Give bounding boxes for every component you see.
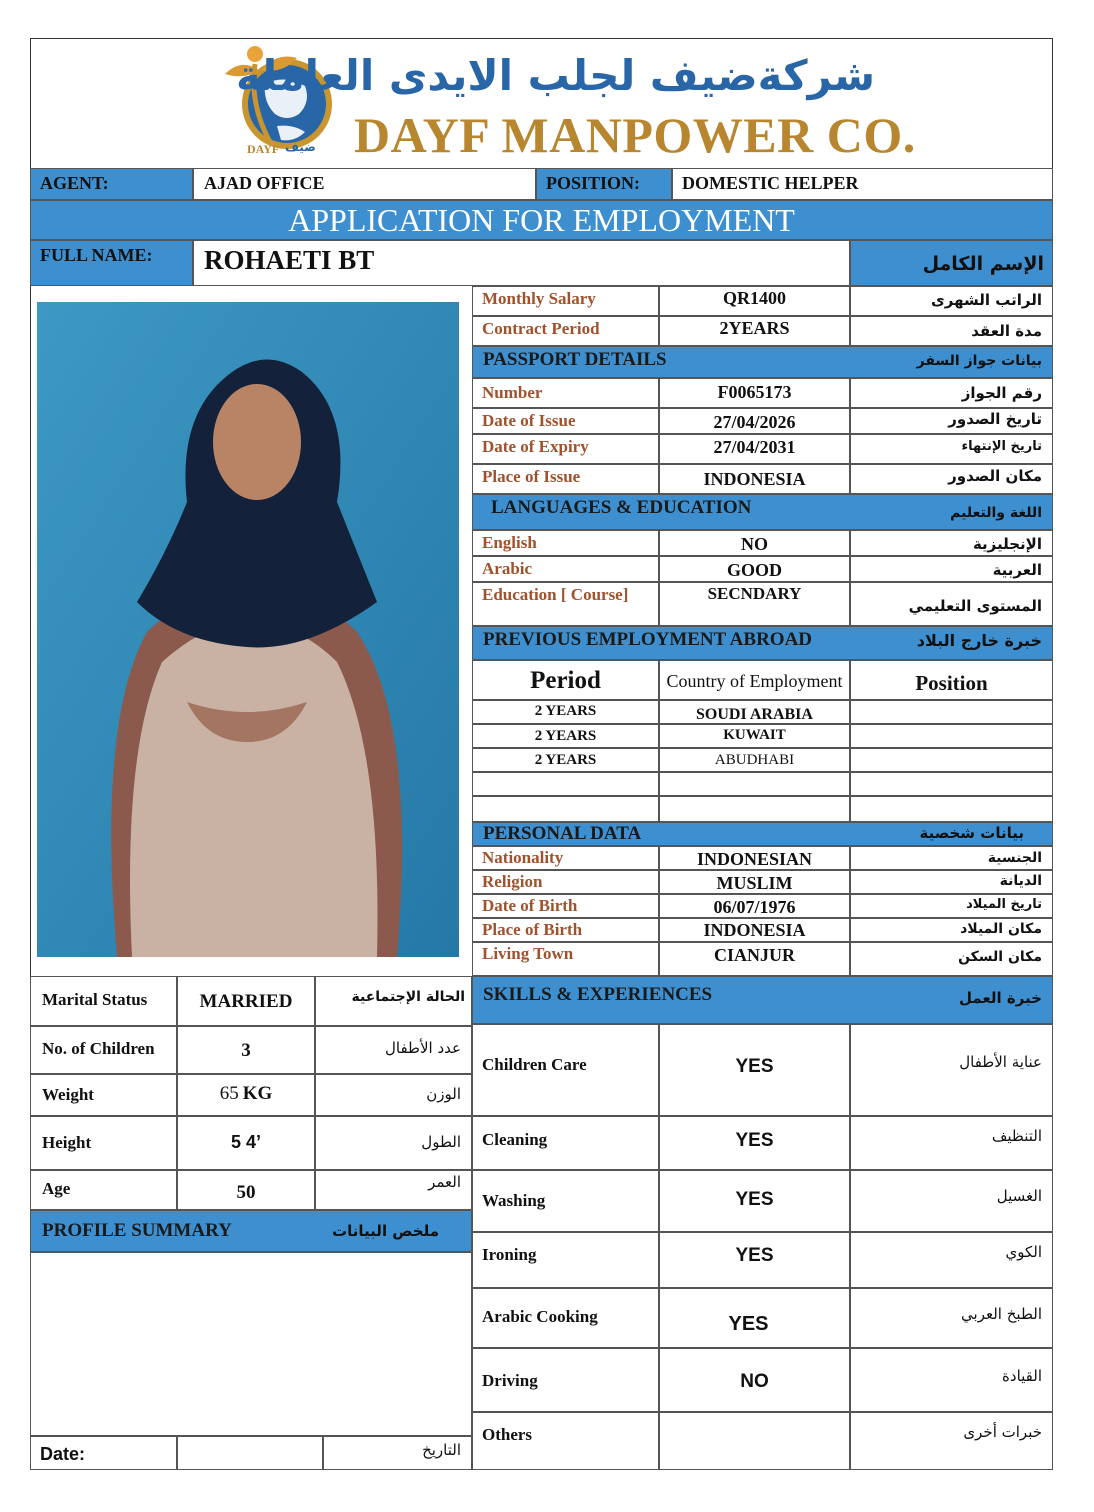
- skill-value-cell[interactable]: [659, 1412, 850, 1470]
- issue-date-ar: تاريخ الصدور: [948, 410, 1042, 428]
- issue-date-label-cell: [472, 408, 659, 434]
- profile-title: PROFILE SUMMARY: [42, 1220, 232, 1241]
- dob-ar: تاريخ الميلاد: [966, 897, 1042, 912]
- fullname-value: ROHAETI BT: [204, 245, 375, 275]
- position-header-cell: [850, 660, 1053, 700]
- date-label: Date:: [40, 1444, 86, 1464]
- position-value: DOMESTIC HELPER: [682, 173, 859, 193]
- religion-label-cell: [472, 870, 659, 894]
- fullname-label-cell: [30, 240, 193, 286]
- skill-others-label: Others: [482, 1425, 533, 1444]
- skill-children-care-ar: عناية الأطفال: [959, 1053, 1042, 1071]
- marital-label-cell: [30, 976, 177, 1026]
- table-row: [850, 748, 1053, 772]
- weight-label-cell: [30, 1074, 177, 1116]
- table-row-empty: [659, 772, 850, 796]
- country-header: Country of Employment: [666, 671, 843, 691]
- dob-label-cell: [472, 894, 659, 918]
- expiry-date-value-cell: [659, 434, 850, 464]
- living-town-label: Living Town: [482, 944, 574, 963]
- children-ar: عدد الأطفال: [385, 1039, 461, 1057]
- passport-number-value-cell: [659, 378, 850, 408]
- weight-ar: الوزن: [426, 1085, 461, 1103]
- arabic-value: GOOD: [726, 560, 782, 580]
- marital-value: MARRIED: [199, 991, 293, 1012]
- skill-ar-cell: [850, 1024, 1053, 1116]
- weight-ar-cell: [315, 1074, 472, 1116]
- education-value: SECNDARY: [707, 584, 802, 603]
- skill-ar-cell: [850, 1288, 1053, 1348]
- passport-number-label-cell: [472, 378, 659, 408]
- table-row: [472, 724, 659, 748]
- period-header: Period: [530, 667, 601, 694]
- age-label: Age: [42, 1179, 71, 1198]
- salary-value: QR1400: [723, 288, 786, 308]
- skill-label-cell: [472, 1412, 659, 1470]
- height-ar: الطول: [421, 1133, 461, 1151]
- skill-ironing-ar: الكوي: [1005, 1243, 1042, 1261]
- passport-number-value: F0065173: [717, 382, 792, 402]
- height-value-cell: [177, 1116, 315, 1170]
- position-header: Position: [915, 671, 988, 695]
- fullname-ar: الإسم الكامل: [922, 253, 1044, 275]
- pob-label: Place of Birth: [482, 920, 583, 939]
- country-value: ABUDHABI: [714, 752, 795, 768]
- expiry-date-ar: تاريخ الإنتهاء: [961, 439, 1042, 454]
- nationality-ar-cell: [850, 846, 1053, 870]
- skills-title-ar: خبرة العمل: [958, 989, 1042, 1007]
- date-ar-cell: [323, 1436, 472, 1470]
- dob-value-cell: [659, 894, 850, 918]
- skill-label-cell: [472, 1116, 659, 1170]
- skill-cleaning-ar: التنظيف: [991, 1127, 1042, 1145]
- pob-value-cell: [659, 918, 850, 942]
- employment-title-ar: خبرة خارج البلاد: [916, 631, 1042, 650]
- skill-ar-cell: [850, 1232, 1053, 1288]
- living-town-ar-cell: [850, 942, 1053, 976]
- place-issue-label-cell: [472, 464, 659, 494]
- period-value: 2 YEARS: [534, 728, 597, 744]
- position-label-cell: [536, 168, 672, 200]
- pob-ar: مكان الميلاد: [960, 921, 1042, 937]
- salary-label: Monthly Salary: [482, 289, 596, 308]
- skill-arabic-cooking-value: YES: [728, 1313, 769, 1335]
- table-row-empty: [850, 772, 1053, 796]
- fullname-ar-cell: [850, 240, 1053, 286]
- table-row: [659, 700, 850, 724]
- skill-label-cell: [472, 1288, 659, 1348]
- skills-title: SKILLS & EXPERIENCES: [483, 984, 713, 1005]
- age-ar: العمر: [428, 1173, 461, 1191]
- children-label-cell: [30, 1026, 177, 1074]
- table-row: [472, 700, 659, 724]
- passport-header: [472, 346, 1053, 378]
- place-issue-value: INDONESIA: [703, 469, 806, 489]
- logo-small-arabic: ضيف: [285, 140, 316, 154]
- period-value: 2 YEARS: [534, 703, 597, 719]
- title-bar: [30, 200, 1053, 240]
- skill-value-cell: [659, 1232, 850, 1288]
- table-row: [850, 700, 1053, 724]
- skill-driving-ar: القيادة: [1002, 1367, 1042, 1385]
- marital-ar: الحالة الإجتماعية: [351, 989, 465, 1005]
- issue-date-value: 27/04/2026: [713, 412, 796, 432]
- skill-label-cell: [472, 1232, 659, 1288]
- age-value-cell: [177, 1170, 315, 1210]
- date-label-cell: [30, 1436, 177, 1470]
- company-arabic-name: شركةضيف لجلب الايدى العاملة: [235, 51, 875, 100]
- country-value: SOUDI ARABIA: [696, 706, 813, 723]
- contract-ar: مدة العقد: [971, 322, 1042, 340]
- children-ar-cell: [315, 1026, 472, 1074]
- salary-value-cell: [659, 286, 850, 316]
- personal-title-ar: بيانات شخصية: [919, 824, 1024, 842]
- living-town-value: CIANJUR: [714, 945, 795, 965]
- arabic-ar: العربية: [992, 561, 1042, 579]
- table-row-empty: [659, 796, 850, 822]
- skill-children-care-value: YES: [735, 1056, 774, 1077]
- skill-ar-cell: [850, 1116, 1053, 1170]
- weight-label: Weight: [42, 1085, 94, 1104]
- english-ar: الإنجليزية: [972, 535, 1042, 553]
- arabic-ar-cell: [850, 556, 1053, 582]
- skill-others-ar: خبرات أخرى: [963, 1423, 1042, 1441]
- skill-value-cell: [659, 1170, 850, 1232]
- period-value: 2 YEARS: [534, 752, 597, 768]
- height-label-cell: [30, 1116, 177, 1170]
- skill-label-cell: [472, 1348, 659, 1412]
- religion-label: Religion: [482, 872, 543, 891]
- personal-title: PERSONAL DATA: [483, 823, 642, 844]
- logo-small-text: DAYF: [247, 142, 280, 156]
- date-value-cell[interactable]: [177, 1436, 323, 1470]
- salary-label-cell: [472, 286, 659, 316]
- height-label: Height: [42, 1133, 92, 1152]
- place-issue-ar-cell: [850, 464, 1053, 494]
- skill-arabic-cooking-ar: الطبخ العربي: [961, 1305, 1042, 1323]
- employment-header: [472, 626, 1053, 660]
- expiry-date-ar-cell: [850, 434, 1053, 464]
- skill-value-cell: [659, 1024, 850, 1116]
- weight-value-num: 65: [219, 1083, 239, 1104]
- date-ar: التاريخ: [422, 1441, 461, 1459]
- agent-value-cell: [193, 168, 536, 200]
- nationality-value-cell: [659, 846, 850, 870]
- expiry-date-label-cell: [472, 434, 659, 464]
- issue-date-label: Date of Issue: [482, 411, 576, 430]
- religion-value-cell: [659, 870, 850, 894]
- languages-title: LANGUAGES & EDUCATION: [491, 497, 752, 518]
- pob-label-cell: [472, 918, 659, 942]
- arabic-value-cell: [659, 556, 850, 582]
- skill-value-cell: [659, 1116, 850, 1170]
- skill-washing-label: Washing: [482, 1191, 546, 1210]
- dob-ar-cell: [850, 894, 1053, 918]
- agent-label-cell: [30, 168, 193, 200]
- table-row-empty: [472, 772, 659, 796]
- living-town-ar: مكان السكن: [958, 949, 1042, 965]
- children-label: No. of Children: [42, 1039, 155, 1058]
- pob-ar-cell: [850, 918, 1053, 942]
- table-row: [659, 748, 850, 772]
- contract-ar-cell: [850, 316, 1053, 346]
- religion-value: MUSLIM: [716, 873, 793, 893]
- children-value: 3: [241, 1040, 251, 1061]
- nationality-label-cell: [472, 846, 659, 870]
- languages-title-ar: اللغة والتعليم: [950, 505, 1042, 521]
- dob-value: 06/07/1976: [713, 897, 796, 917]
- profile-summary-box[interactable]: [30, 1252, 472, 1436]
- arabic-label-cell: [472, 556, 659, 582]
- contract-label-cell: [472, 316, 659, 346]
- skill-value-cell: [659, 1288, 850, 1348]
- table-row-empty: [850, 796, 1053, 822]
- skills-header: [472, 976, 1053, 1024]
- age-value: 50: [236, 1182, 256, 1203]
- table-row: [472, 748, 659, 772]
- skill-children-care-label: Children Care: [482, 1055, 587, 1074]
- place-issue-value-cell: [659, 464, 850, 494]
- skill-driving-value: NO: [740, 1371, 769, 1392]
- skill-label-cell: [472, 1024, 659, 1116]
- position-value-cell: [672, 168, 1053, 200]
- living-town-label-cell: [472, 942, 659, 976]
- issue-date-ar-cell: [850, 408, 1053, 434]
- country-header-cell: [659, 660, 850, 700]
- dob-label: Date of Birth: [482, 896, 578, 915]
- skill-value-cell: [659, 1348, 850, 1412]
- table-row: [659, 724, 850, 748]
- skill-label-cell: [472, 1170, 659, 1232]
- age-label-cell: [30, 1170, 177, 1210]
- period-header-cell: [472, 660, 659, 700]
- position-label: POSITION:: [546, 173, 641, 193]
- personal-header: [472, 822, 1053, 846]
- english-label: English: [482, 533, 537, 552]
- place-issue-ar: مكان الصدور: [948, 467, 1042, 485]
- skill-ar-cell: [850, 1412, 1053, 1470]
- expiry-date-label: Date of Expiry: [482, 437, 589, 456]
- skill-ar-cell: [850, 1348, 1053, 1412]
- skill-arabic-cooking-label: Arabic Cooking: [482, 1307, 598, 1326]
- height-ar-cell: [315, 1116, 472, 1170]
- agent-label: AGENT:: [40, 173, 109, 193]
- passport-title-ar: بيانات جواز السفر: [916, 353, 1042, 369]
- english-value: NO: [741, 534, 768, 554]
- salary-ar: الراتب الشهرى: [931, 291, 1042, 309]
- fullname-value-cell: [193, 240, 850, 286]
- education-value-cell: [659, 582, 850, 626]
- english-label-cell: [472, 530, 659, 556]
- education-label-cell: [472, 582, 659, 626]
- age-ar-cell: [315, 1170, 472, 1210]
- passport-number-label: Number: [482, 383, 543, 402]
- education-ar-cell: [850, 582, 1053, 626]
- profile-header: [30, 1210, 472, 1252]
- profile-title-ar: ملخص البيانات: [332, 1222, 439, 1240]
- religion-ar: الديانة: [999, 873, 1042, 889]
- weight-value-unit: KG: [242, 1083, 273, 1104]
- skill-ironing-label: Ironing: [482, 1245, 537, 1264]
- table-row-empty: [472, 796, 659, 822]
- marital-value-cell: [177, 976, 315, 1026]
- skill-washing-ar: الغسيل: [996, 1187, 1042, 1205]
- salary-ar-cell: [850, 286, 1053, 316]
- passport-title: PASSPORT DETAILS: [483, 349, 667, 370]
- agent-value: AJAD OFFICE: [204, 173, 325, 193]
- english-value-cell: [659, 530, 850, 556]
- nationality-ar: الجنسية: [987, 850, 1042, 866]
- company-english-name: DAYF MANPOWER CO.: [354, 107, 916, 163]
- skill-cleaning-label: Cleaning: [482, 1130, 548, 1149]
- skill-ar-cell: [850, 1170, 1053, 1232]
- country-value: KUWAIT: [723, 727, 786, 743]
- weight-value-cell: [177, 1074, 315, 1116]
- marital-ar-cell: [315, 976, 472, 1026]
- page-title: APPLICATION FOR EMPLOYMENT: [288, 202, 795, 238]
- contract-label: Contract Period: [482, 319, 600, 338]
- nationality-value: INDONESIAN: [696, 849, 813, 869]
- english-ar-cell: [850, 530, 1053, 556]
- issue-date-value-cell: [659, 408, 850, 434]
- height-value: 5 4’: [230, 1132, 262, 1152]
- employment-title: PREVIOUS EMPLOYMENT ABROAD: [483, 629, 813, 650]
- education-label: Education [ Course]: [482, 585, 629, 604]
- passport-number-ar: رقم الجواز: [961, 384, 1042, 402]
- skill-washing-value: YES: [735, 1189, 774, 1210]
- marital-label: Marital Status: [42, 990, 148, 1009]
- contract-value: 2YEARS: [719, 318, 790, 338]
- living-town-value-cell: [659, 942, 850, 976]
- arabic-label: Arabic: [482, 559, 533, 578]
- education-ar: المستوى التعليمي: [908, 597, 1042, 615]
- nationality-label: Nationality: [482, 848, 564, 867]
- religion-ar-cell: [850, 870, 1053, 894]
- fullname-label: FULL NAME:: [40, 245, 153, 265]
- place-issue-label: Place of Issue: [482, 467, 581, 486]
- children-value-cell: [177, 1026, 315, 1074]
- passport-number-ar-cell: [850, 378, 1053, 408]
- skill-driving-label: Driving: [482, 1371, 538, 1390]
- contract-value-cell: [659, 316, 850, 346]
- pob-value: INDONESIA: [703, 920, 806, 940]
- skill-ironing-value: YES: [735, 1245, 774, 1266]
- table-row: [850, 724, 1053, 748]
- skill-cleaning-value: YES: [735, 1130, 774, 1151]
- applicant-photo: [37, 302, 459, 957]
- languages-header: [472, 494, 1053, 530]
- person-photo-icon: [37, 302, 459, 957]
- expiry-date-value: 27/04/2031: [713, 437, 796, 457]
